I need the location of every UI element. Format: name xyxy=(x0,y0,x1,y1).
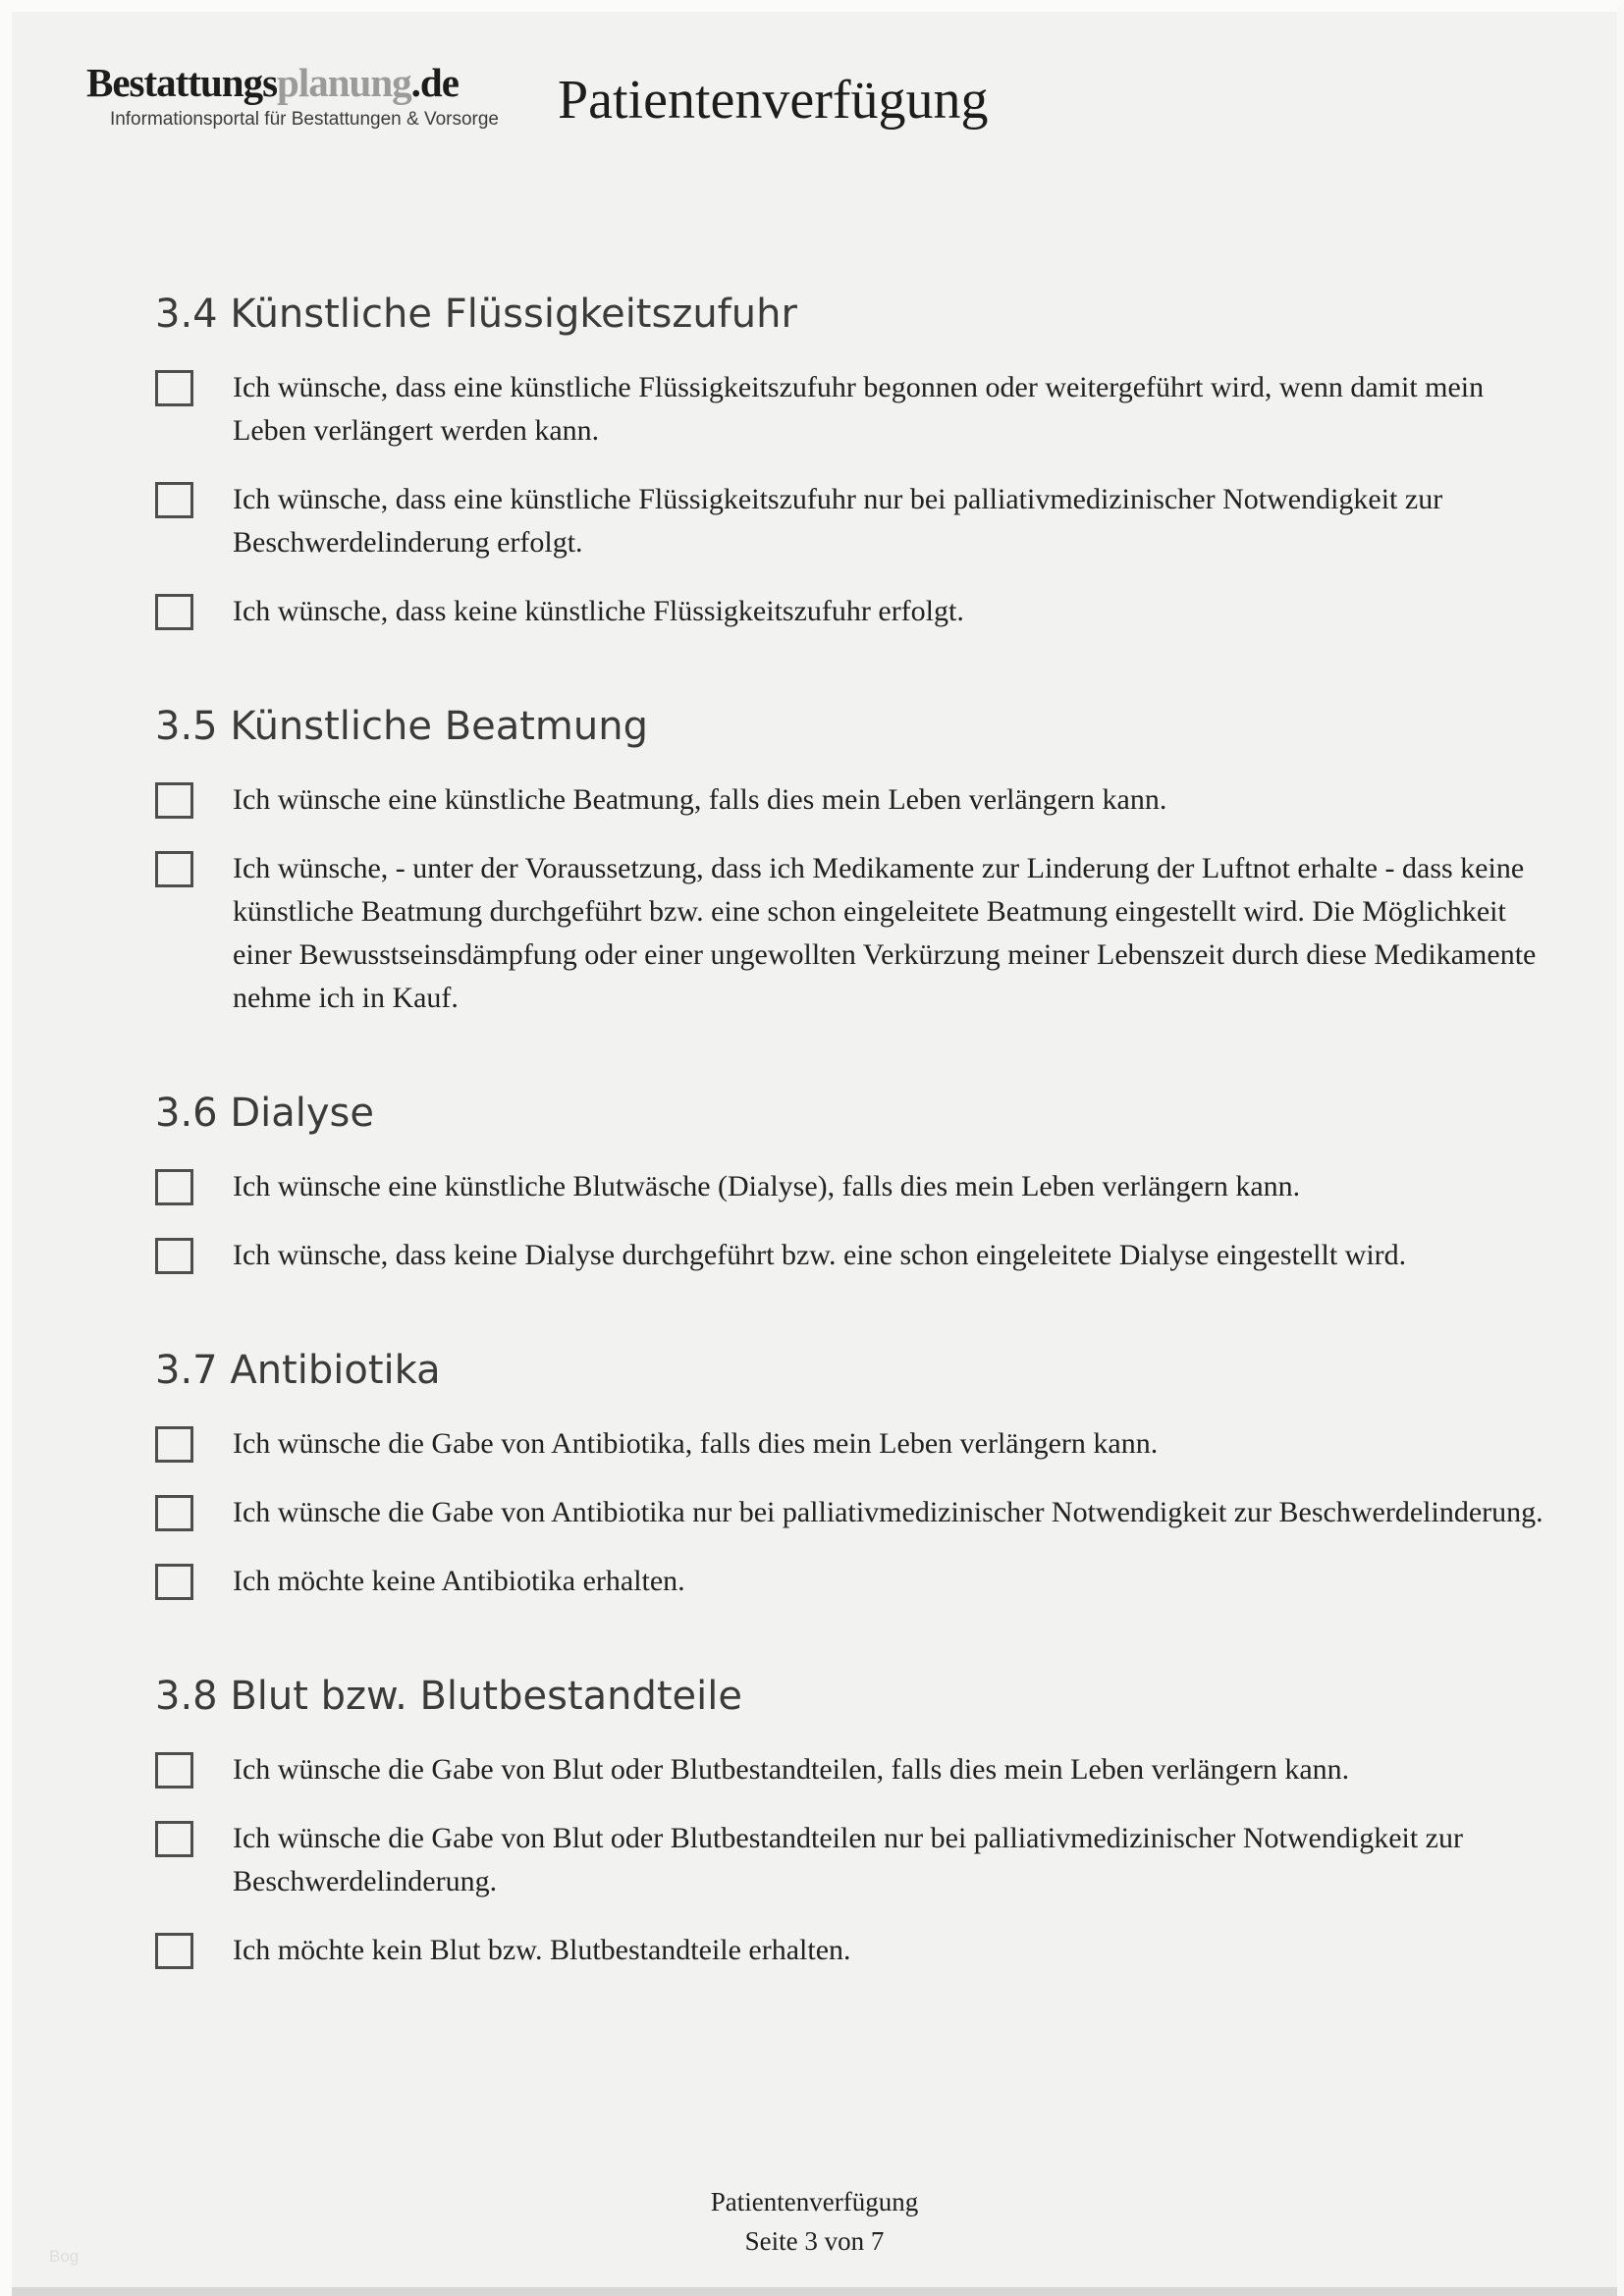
checkbox[interactable] xyxy=(155,1821,193,1857)
page-title: Patientenverfügung xyxy=(558,70,989,131)
checkbox-label: Ich möchte keine Antibiotika erhalten. xyxy=(233,1565,685,1597)
checkbox-label: Ich wünsche, dass eine künstliche Flüssigkeitszufuhr nur bei palliativmedizinischer Notwendigkeit zur Beschwerdelinderung erfolgt. xyxy=(233,483,1443,559)
page-footer xyxy=(12,2182,1617,2261)
checkbox[interactable] xyxy=(155,594,193,630)
checkbox[interactable] xyxy=(155,1564,193,1600)
checkbox-item xyxy=(155,478,1558,564)
checkbox-label: Ich wünsche die Gabe von Antibiotika, falls dies mein Leben verlängern kann. xyxy=(233,1427,1159,1460)
section-heading: 3.8 Blut bzw. Blutbestandteile xyxy=(155,1674,742,1719)
section-heading: 3.6 Dialyse xyxy=(155,1091,374,1136)
section-3-4 xyxy=(155,290,1558,633)
checkbox[interactable] xyxy=(155,1495,193,1531)
checkbox-label: Ich möchte kein Blut bzw. Blutbestandteile erhalten. xyxy=(233,1934,851,1966)
footer-document-name: Patientenverfügung xyxy=(710,2187,919,2216)
checkbox-label: Ich wünsche, dass keine künstliche Flüssigkeitszufuhr erfolgt. xyxy=(233,595,964,627)
checkbox-item xyxy=(155,1560,1558,1603)
checkbox[interactable] xyxy=(155,1752,193,1789)
checkbox-item xyxy=(155,847,1558,1020)
logo-wordmark xyxy=(86,59,499,106)
checkbox-item xyxy=(155,366,1558,453)
bottom-edge-strip xyxy=(0,2287,1624,2296)
logo-subtitle: Informationsportal für Bestattungen & Vorsorge xyxy=(109,109,499,130)
footer-page-number: Seite 3 von 7 xyxy=(744,2226,885,2256)
checkbox[interactable] xyxy=(155,1426,193,1463)
checkbox[interactable] xyxy=(155,1238,193,1274)
checkbox[interactable] xyxy=(155,851,193,887)
checkbox-label: Ich wünsche, dass eine künstliche Flüssigkeitszufuhr begonnen oder weitergeführt wird, wenn damit mein Leben verlängert werden kann. xyxy=(233,371,1485,447)
section-heading: 3.7 Antibiotika xyxy=(155,1348,441,1393)
bestattungsplanung-logo xyxy=(86,59,499,131)
checkbox[interactable] xyxy=(155,1169,193,1205)
checkbox-label: Ich wünsche, dass keine Dialyse durchgeführt bzw. eine schon eingeleitete Dialyse eingestellt wird. xyxy=(233,1239,1407,1271)
section-heading: 3.5 Künstliche Beatmung xyxy=(155,704,648,749)
section-heading: 3.4 Künstliche Flüssigkeitszufuhr xyxy=(155,292,797,337)
checkbox-item xyxy=(155,590,1558,633)
section-3-8 xyxy=(155,1672,1558,1972)
page-header xyxy=(12,12,1617,198)
logo-part-bold: Bestattungs xyxy=(86,60,278,105)
checkbox-item xyxy=(155,1422,1558,1466)
checkbox-item xyxy=(155,1234,1558,1277)
checkbox-item xyxy=(155,778,1558,822)
checkbox-item xyxy=(155,1817,1558,1903)
checkbox-item xyxy=(155,1165,1558,1208)
logo-part-tld: .de xyxy=(410,60,459,105)
checkbox-label: Ich wünsche die Gabe von Blut oder Blutbestandteilen, falls dies mein Leben verlängern kann. xyxy=(233,1753,1350,1786)
checkbox-item xyxy=(155,1748,1558,1791)
section-3-5 xyxy=(155,702,1558,1020)
section-3-6 xyxy=(155,1089,1558,1277)
checkbox-label: Ich wünsche eine künstliche Blutwäsche (Dialyse), falls dies mein Leben verlängern kann. xyxy=(233,1170,1301,1202)
checkbox[interactable] xyxy=(155,482,193,518)
checkbox-item xyxy=(155,1929,1558,1972)
checkbox[interactable] xyxy=(155,370,193,406)
form-content xyxy=(12,290,1617,1972)
checkbox-label: Ich wünsche, - unter der Voraussetzung, dass ich Medikamente zur Linderung der Luftnot erhalte - dass keine künstliche Beatmung durchgeführt bzw. eine schon eingeleitete Beatmung eingestellt wird. Die Möglichkeit einer Bewusstseinsdämpfung oder einer ungewollten Verkürzung meiner Lebenszeit durch diese Medikamente nehme ich in Kauf. xyxy=(233,852,1537,1014)
logo-part-gray: planung xyxy=(277,60,411,105)
checkbox-label: Ich wünsche die Gabe von Blut oder Blutbestandteilen nur bei palliativmedizinischer Notwendigkeit zur Beschwerdelinderung. xyxy=(233,1822,1463,1897)
section-3-7 xyxy=(155,1346,1558,1603)
checkbox-label: Ich wünsche die Gabe von Antibiotika nur bei palliativmedizinischer Notwendigkeit zur Beschwerdelinderung. xyxy=(233,1496,1543,1528)
watermark: Bog xyxy=(49,2247,80,2266)
checkbox-label: Ich wünsche eine künstliche Beatmung, falls dies mein Leben verlängern kann. xyxy=(233,783,1167,816)
checkbox-item xyxy=(155,1491,1558,1534)
checkbox[interactable] xyxy=(155,782,193,819)
checkbox[interactable] xyxy=(155,1933,193,1969)
